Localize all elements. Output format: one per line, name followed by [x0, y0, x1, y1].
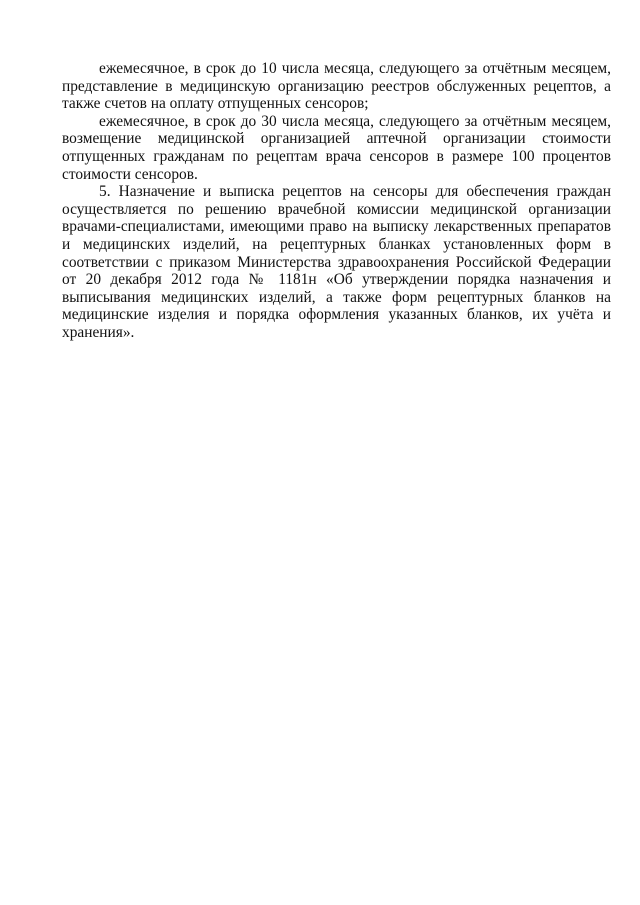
paragraph-monthly-registry: ежемесячное, в срок до 10 числа месяца, следующего за отчётным месяцем, представление в медицинскую организацию реестров обслуженных рецептов, а также счетов на оплату отпущенных сенсоров;	[62, 60, 611, 113]
document-body	[62, 60, 611, 342]
paragraph-monthly-reimbursement: ежемесячное, в срок до 30 числа месяца, следующего за отчётным месяцем, возмещение медицинской организацией аптечной организации стоимости отпущенных гражданам по рецептам врача сенсоров в размере 100 процентов стоимости сенсоров.	[62, 112, 611, 183]
paragraph-prescription-issuance: 5. Назначение и выписка рецептов на сенсоры для обеспечения граждан осуществляется по решению врачебной комиссии медицинской организации врачами-специалистами, имеющими право на выписку лекарственных препаратов и медицинских изделий, на рецептурных бланках установленных форм в соответствии с приказом Министерства здравоохранения Российской Федерации от 20 декабря 2012 года № 1181н «Об утверждении порядка назначения и выписывания медицинских изделий, а также форм рецептурных бланков на медицинские изделия и порядка оформления указанных бланков, их учёта и хранения».	[62, 183, 611, 341]
